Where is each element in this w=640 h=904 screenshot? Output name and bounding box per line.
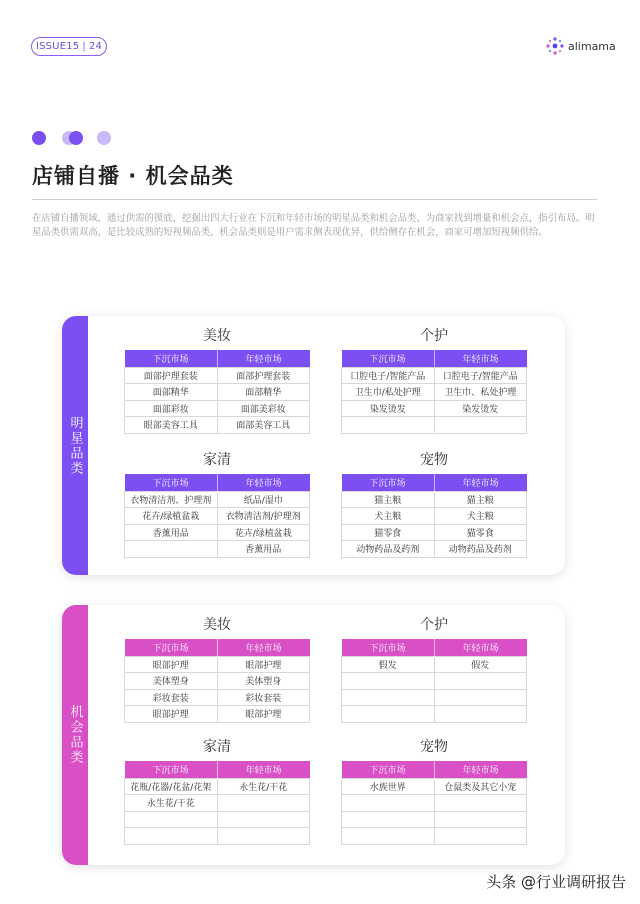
table-row (342, 778, 527, 795)
table-cell: 眼部护理 (125, 706, 218, 723)
category-table (124, 761, 310, 845)
table-row (342, 811, 527, 828)
table-cell: 面部美彩妆 (217, 400, 310, 417)
table-cell (434, 795, 527, 812)
table-cell (217, 795, 310, 812)
table-row (125, 417, 310, 434)
table-cell (434, 417, 527, 434)
table-cell: 仓鼠类及其它小宠 (434, 778, 527, 795)
column-header-sinking: 下沉市场 (342, 761, 435, 778)
table-cell (342, 417, 435, 434)
group-title: 美妆 (203, 328, 231, 344)
table-header-row (125, 761, 310, 778)
table-cell: 口腔电子/智能产品 (342, 367, 435, 384)
table-row (125, 541, 310, 558)
card-side-label (62, 605, 88, 865)
table-cell: 衣物清洁剂/护理剂 (217, 508, 310, 525)
category-table (341, 761, 527, 845)
group-personal-care (341, 326, 527, 434)
table-row (125, 673, 310, 690)
table-cell: 假发 (342, 656, 435, 673)
column-header-young: 年轻市场 (245, 643, 282, 654)
star-label: 明星品类 (67, 415, 83, 476)
table-row (125, 828, 310, 845)
table-row (125, 400, 310, 417)
table-header-row (342, 761, 527, 778)
table-cell: 彩妆套装 (217, 689, 310, 706)
table-header-row (125, 639, 310, 656)
table-cell: 面部美容工具 (217, 417, 310, 434)
table-row (342, 524, 527, 541)
table-row (342, 706, 527, 723)
group-pet (341, 737, 527, 845)
table-row (342, 689, 527, 706)
table-header-row (342, 474, 527, 491)
table-cell: 美体塑身 (217, 673, 310, 690)
table-row (342, 367, 527, 384)
table-cell: 猫主粮 (342, 491, 435, 508)
table-row (125, 656, 310, 673)
group-beauty (124, 615, 310, 723)
table-cell: 卫生巾/私处护理 (342, 384, 435, 401)
category-table (124, 350, 310, 434)
group-title: 家清 (203, 739, 231, 755)
table-cell: 口腔电子/智能产品 (434, 367, 527, 384)
group-title: 宠物 (420, 739, 448, 755)
table-cell (434, 828, 527, 845)
column-header-young: 年轻市场 (462, 354, 499, 365)
page-title: 店铺自播 · 机会品类 (32, 164, 234, 188)
table-cell: 假发 (434, 656, 527, 673)
alimama-logo-icon (545, 36, 565, 56)
group-title: 美妆 (203, 617, 231, 633)
table-cell: 眼部护理 (217, 706, 310, 723)
table-cell (342, 828, 435, 845)
table-cell (342, 811, 435, 828)
group-pet (341, 450, 527, 558)
group-beauty (124, 326, 310, 434)
column-header-young: 年轻市场 (245, 765, 282, 776)
table-cell: 眼部护理 (217, 656, 310, 673)
table-cell (125, 811, 218, 828)
table-header-row (125, 474, 310, 491)
group-title: 家清 (203, 452, 231, 468)
table-cell: 犬主粮 (434, 508, 527, 525)
opportunity-category-card (62, 605, 565, 865)
group-title: 个护 (420, 328, 448, 344)
table-cell: 猫主粮 (434, 491, 527, 508)
table-cell: 面部护理套装 (125, 367, 218, 384)
table-cell: 犬主粮 (342, 508, 435, 525)
table-row (342, 417, 527, 434)
group-title: 个护 (420, 617, 448, 633)
table-cell: 彩妆套装 (125, 689, 218, 706)
table-row (125, 689, 310, 706)
table-cell: 眼部美容工具 (125, 417, 218, 434)
table-header-row (125, 350, 310, 367)
table-cell: 香薰用品 (217, 541, 310, 558)
table-cell: 永生花/干花 (217, 778, 310, 795)
column-header-sinking: 下沉市场 (125, 639, 218, 656)
table-cell: 花卉/绿植盆栽 (217, 524, 310, 541)
table-cell (434, 673, 527, 690)
table-cell (125, 541, 218, 558)
table-header-row (342, 350, 527, 367)
table-cell: 衣物清洁剂、护理剂 (125, 491, 218, 508)
table-cell (434, 689, 527, 706)
table-cell (217, 811, 310, 828)
table-cell (342, 795, 435, 812)
table-row (125, 795, 310, 812)
table-cell: 染发烫发 (342, 400, 435, 417)
table-row (342, 795, 527, 812)
issue-label: ISSUE15 (35, 41, 80, 52)
table-cell (342, 689, 435, 706)
table-cell: 猫零食 (342, 524, 435, 541)
table-cell: 面部护理套装 (217, 367, 310, 384)
table-cell: 动物药品及药剂 (434, 541, 527, 558)
issue-badge (31, 37, 107, 56)
table-row (125, 367, 310, 384)
group-home-cleaning (124, 450, 310, 558)
watermark: 头条 @行业调研报告 (486, 873, 626, 891)
dot-icon (69, 131, 83, 145)
card-side-label (62, 316, 88, 575)
column-header-sinking: 下沉市场 (125, 350, 218, 367)
table-row (125, 778, 310, 795)
table-cell: 面部精华 (217, 384, 310, 401)
category-table (341, 350, 527, 434)
column-header-young: 年轻市场 (245, 478, 282, 489)
table-cell: 面部彩妆 (125, 400, 218, 417)
table-row (125, 706, 310, 723)
table-cell (125, 828, 218, 845)
table-cell: 永生花/干花 (125, 795, 218, 812)
alimama-logo (545, 36, 616, 56)
intro-paragraph: 在店铺自播领域，通过供需的摸底，挖掘出四大行业在下沉和年轻市场的明星品类和机会品类，为商家找到增量和机会点，指引布局。明星品类供需双高，是比较成熟的短视频品类，机会品类则是用户需求侧表现优异，供给侧存在机会，商家可增加短视频供给。 (32, 213, 595, 238)
table-row (342, 491, 527, 508)
table-cell: 纸品/湿巾 (217, 491, 310, 508)
column-header-young: 年轻市场 (462, 765, 499, 776)
column-header-young: 年轻市场 (462, 643, 499, 654)
table-row (125, 384, 310, 401)
table-header-row (342, 639, 527, 656)
table-cell (217, 828, 310, 845)
table-cell (342, 706, 435, 723)
column-header-young: 年轻市场 (462, 478, 499, 489)
table-cell: 卫生巾、私处护理 (434, 384, 527, 401)
column-header-sinking: 下沉市场 (342, 474, 435, 491)
table-cell: 花卉/绿植盆栽 (125, 508, 218, 525)
table-row (342, 384, 527, 401)
table-cell: 染发烫发 (434, 400, 527, 417)
category-table (341, 639, 527, 723)
table-cell (342, 673, 435, 690)
issue-separator: | (82, 41, 86, 52)
column-header-sinking: 下沉市场 (342, 350, 435, 367)
column-header-sinking: 下沉市场 (342, 639, 435, 656)
category-table (124, 639, 310, 723)
opportunity-label: 机会品类 (67, 705, 83, 765)
table-row (342, 400, 527, 417)
column-header-sinking: 下沉市场 (125, 474, 218, 491)
table-row (342, 656, 527, 673)
table-cell: 香薰用品 (125, 524, 218, 541)
logo-text: alimama (568, 39, 616, 53)
title-divider (32, 199, 597, 200)
table-row (342, 541, 527, 558)
table-cell: 动物药品及药剂 (342, 541, 435, 558)
table-cell: 花瓶/花器/花盆/花架 (125, 778, 218, 795)
table-cell (434, 706, 527, 723)
table-row (125, 811, 310, 828)
table-row (342, 673, 527, 690)
column-header-sinking: 下沉市场 (125, 761, 218, 778)
column-header-young: 年轻市场 (245, 354, 282, 365)
table-cell: 面部精华 (125, 384, 218, 401)
dot-icon (97, 131, 111, 145)
page-number: 24 (88, 41, 103, 52)
dot-icon (32, 131, 46, 145)
group-personal-care (341, 615, 527, 723)
table-cell: 眼部护理 (125, 656, 218, 673)
table-row (342, 508, 527, 525)
table-cell: 猫零食 (434, 524, 527, 541)
table-cell (434, 811, 527, 828)
group-title: 宠物 (420, 452, 448, 468)
table-cell: 美体塑身 (125, 673, 218, 690)
table-row (342, 828, 527, 845)
table-row (125, 491, 310, 508)
star-category-card (62, 316, 565, 575)
decorative-dots (32, 131, 111, 145)
table-cell: 水族世界 (342, 778, 435, 795)
category-table (124, 474, 310, 558)
table-row (125, 508, 310, 525)
group-home-cleaning (124, 737, 310, 845)
table-row (125, 524, 310, 541)
category-table (341, 474, 527, 558)
